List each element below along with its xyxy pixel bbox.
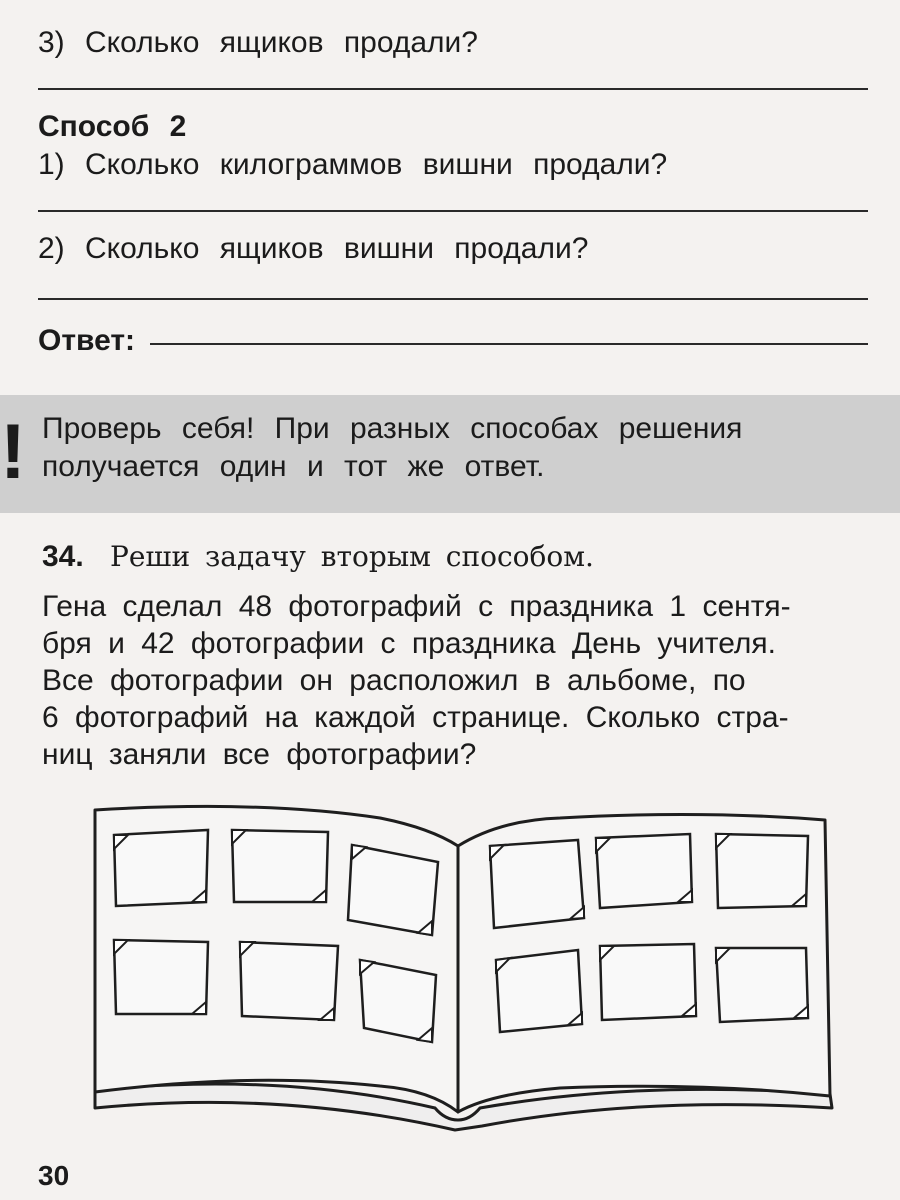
task-number: 34. xyxy=(42,540,84,573)
question-1-kg-cherries: 1) Сколько килограммов вишни продали? xyxy=(38,148,668,181)
answer-line xyxy=(38,88,868,90)
task-text-line: ниц заняли все фотографии? xyxy=(42,738,477,771)
photo-album-icon xyxy=(80,790,870,1140)
task-text xyxy=(42,588,862,773)
question-3-boxes-sold: 3) Сколько ящиков продали? xyxy=(38,26,478,59)
note-line-1: Проверь себя! При разных способах решения xyxy=(42,412,743,445)
question-2-boxes-cherries: 2) Сколько ящиков вишни продали? xyxy=(38,232,589,265)
task-text-line: бря и 42 фотографии с праздника День учителя. xyxy=(42,627,776,660)
answer-line xyxy=(38,210,868,212)
page-number: 30 xyxy=(38,1160,70,1191)
answer-line xyxy=(38,298,868,300)
method-2-heading: Способ 2 xyxy=(38,110,187,143)
note-line-2: получается один и тот же ответ. xyxy=(42,450,545,483)
answer-label: Ответ: xyxy=(38,324,136,357)
task-instruction: Реши задачу вторым способом. xyxy=(110,540,594,573)
task-text-line: Все фотографии он расположил в альбоме, по xyxy=(42,664,746,697)
task-text-line: 6 фотографий на каждой странице. Сколько стра- xyxy=(42,701,789,734)
task-text-line: Гена сделал 48 фотографий с праздника 1 сентя- xyxy=(42,590,791,623)
exclamation-icon: ! xyxy=(0,407,26,495)
answer-line xyxy=(150,343,868,345)
